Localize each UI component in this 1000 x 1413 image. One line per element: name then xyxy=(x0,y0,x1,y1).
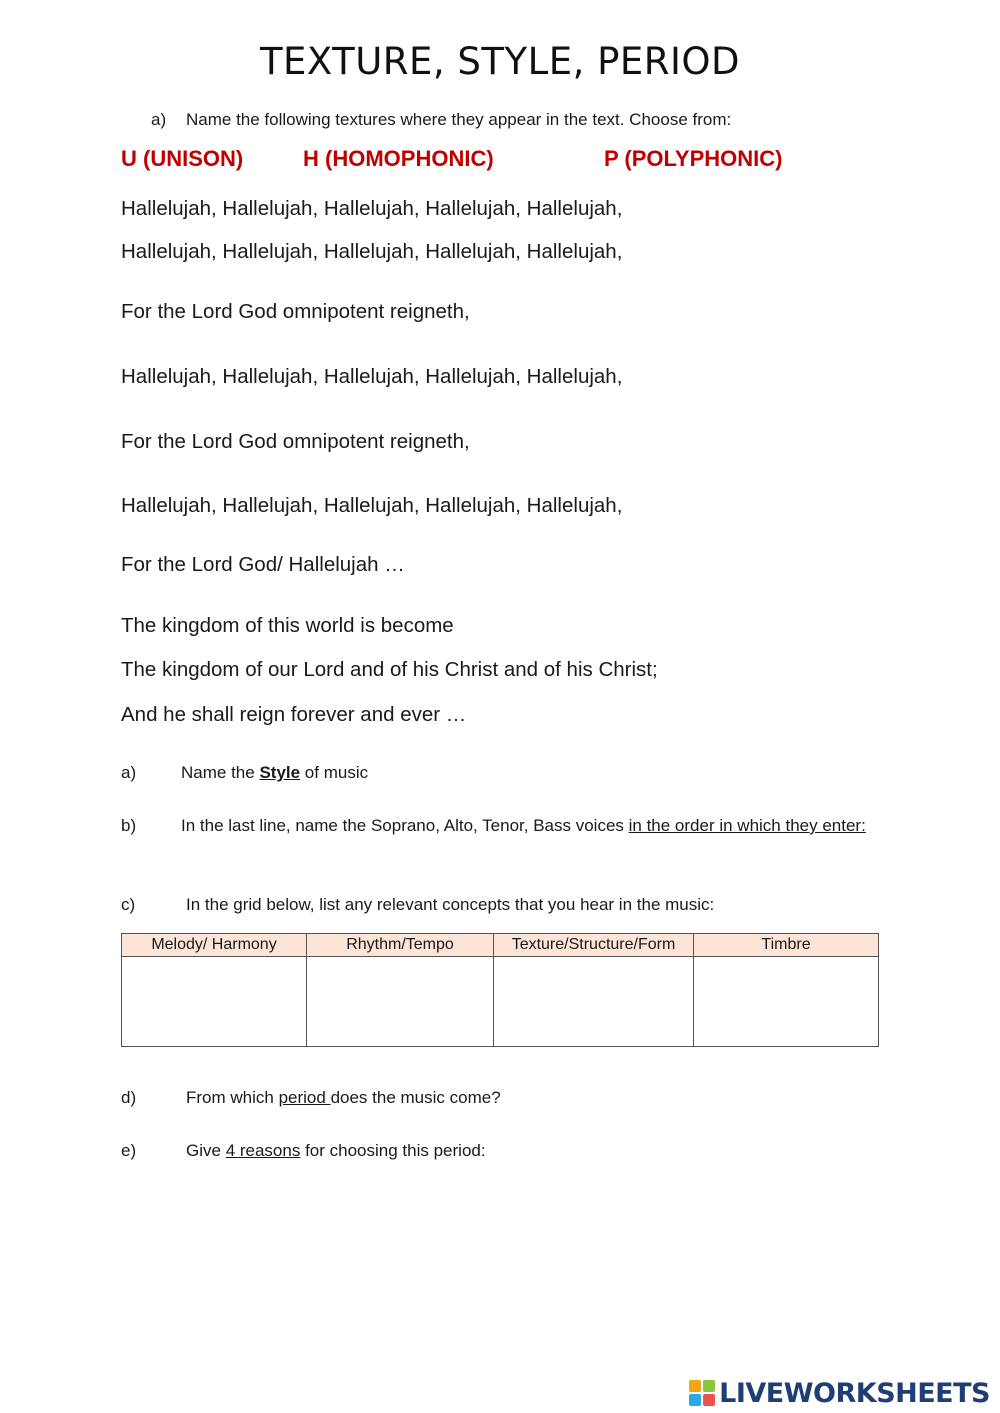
question-order xyxy=(181,816,866,836)
question-reasons-tail: for choosing this period: xyxy=(300,1141,486,1160)
question-style-keyword: Style xyxy=(259,763,301,782)
instruction-text: Name the following textures where they appear in the text. Choose from: xyxy=(186,110,732,129)
question-order-keyword: in the order in which they enter: xyxy=(628,816,866,835)
question-style xyxy=(181,763,368,783)
question-style-label: a) xyxy=(121,763,137,782)
option-unison: U (UNISON) xyxy=(121,146,244,171)
question-style-tail: of music xyxy=(300,763,369,782)
grid-header-melody-harmony: Melody/ Harmony xyxy=(122,934,307,957)
grid-header-rhythm-tempo: Rhythm/Tempo xyxy=(307,934,494,957)
lyric-line-7: For the Lord God/ Hallelujah … xyxy=(121,553,405,576)
liveworksheets-brand-text: LIVEWORKSHEETS xyxy=(719,1377,990,1409)
question-period-text: From which xyxy=(186,1088,279,1107)
question-grid-text: In the grid below, list any relevant concepts that you hear in the music: xyxy=(186,895,715,914)
question-reasons-keyword: 4 reasons xyxy=(225,1141,301,1160)
page-title: TEXTURE, STYLE, PERIOD xyxy=(259,40,741,83)
lyric-line-9: The kingdom of our Lord and of his Christ and of his Christ; xyxy=(121,658,658,681)
question-reasons-text: Give xyxy=(186,1141,226,1160)
lyric-line-4: Hallelujah, Hallelujah, Hallelujah, Hallelujah, Hallelujah, xyxy=(121,365,623,388)
question-order-label: b) xyxy=(121,816,137,835)
lyric-line-10: And he shall reign forever and ever … xyxy=(121,703,467,726)
question-period-tail: does the music come? xyxy=(330,1088,501,1107)
grid-header-texture-structure-form: Texture/Structure/Form xyxy=(494,934,694,957)
question-order-text: In the last line, name the Soprano, Alto, Tenor, Bass voices xyxy=(181,816,629,835)
concepts-grid xyxy=(121,933,879,1047)
lyric-line-3: For the Lord God omnipotent reigneth, xyxy=(121,300,470,323)
grid-cell-texture-structure-form[interactable] xyxy=(494,957,694,1047)
question-grid-label: c) xyxy=(121,895,136,914)
grid-cell-rhythm-tempo[interactable] xyxy=(307,957,494,1047)
liveworksheets-logo xyxy=(689,1376,990,1410)
question-reasons xyxy=(186,1141,486,1161)
grid-cell-melody-harmony[interactable] xyxy=(122,957,307,1047)
question-period-label: d) xyxy=(121,1088,137,1107)
lyric-line-6: Hallelujah, Hallelujah, Hallelujah, Hallelujah, Hallelujah, xyxy=(121,494,623,517)
liveworksheets-mark-icon xyxy=(689,1380,715,1406)
option-polyphonic: P (POLYPHONIC) xyxy=(604,146,783,171)
question-period-keyword: period xyxy=(278,1088,331,1107)
question-style-text: Name the xyxy=(181,763,260,782)
instruction-label: a) xyxy=(151,110,167,129)
lyric-line-5: For the Lord God omnipotent reigneth, xyxy=(121,430,470,453)
grid-cell-timbre[interactable] xyxy=(694,957,879,1047)
question-period xyxy=(186,1088,501,1108)
question-reasons-label: e) xyxy=(121,1141,137,1160)
grid-header-timbre: Timbre xyxy=(694,934,879,957)
lyric-line-2: Hallelujah, Hallelujah, Hallelujah, Hallelujah, Hallelujah, xyxy=(121,240,623,263)
lyric-line-1: Hallelujah, Hallelujah, Hallelujah, Hallelujah, Hallelujah, xyxy=(121,197,623,220)
option-homophonic: H (HOMOPHONIC) xyxy=(303,146,494,171)
lyric-line-8: The kingdom of this world is become xyxy=(121,614,454,637)
